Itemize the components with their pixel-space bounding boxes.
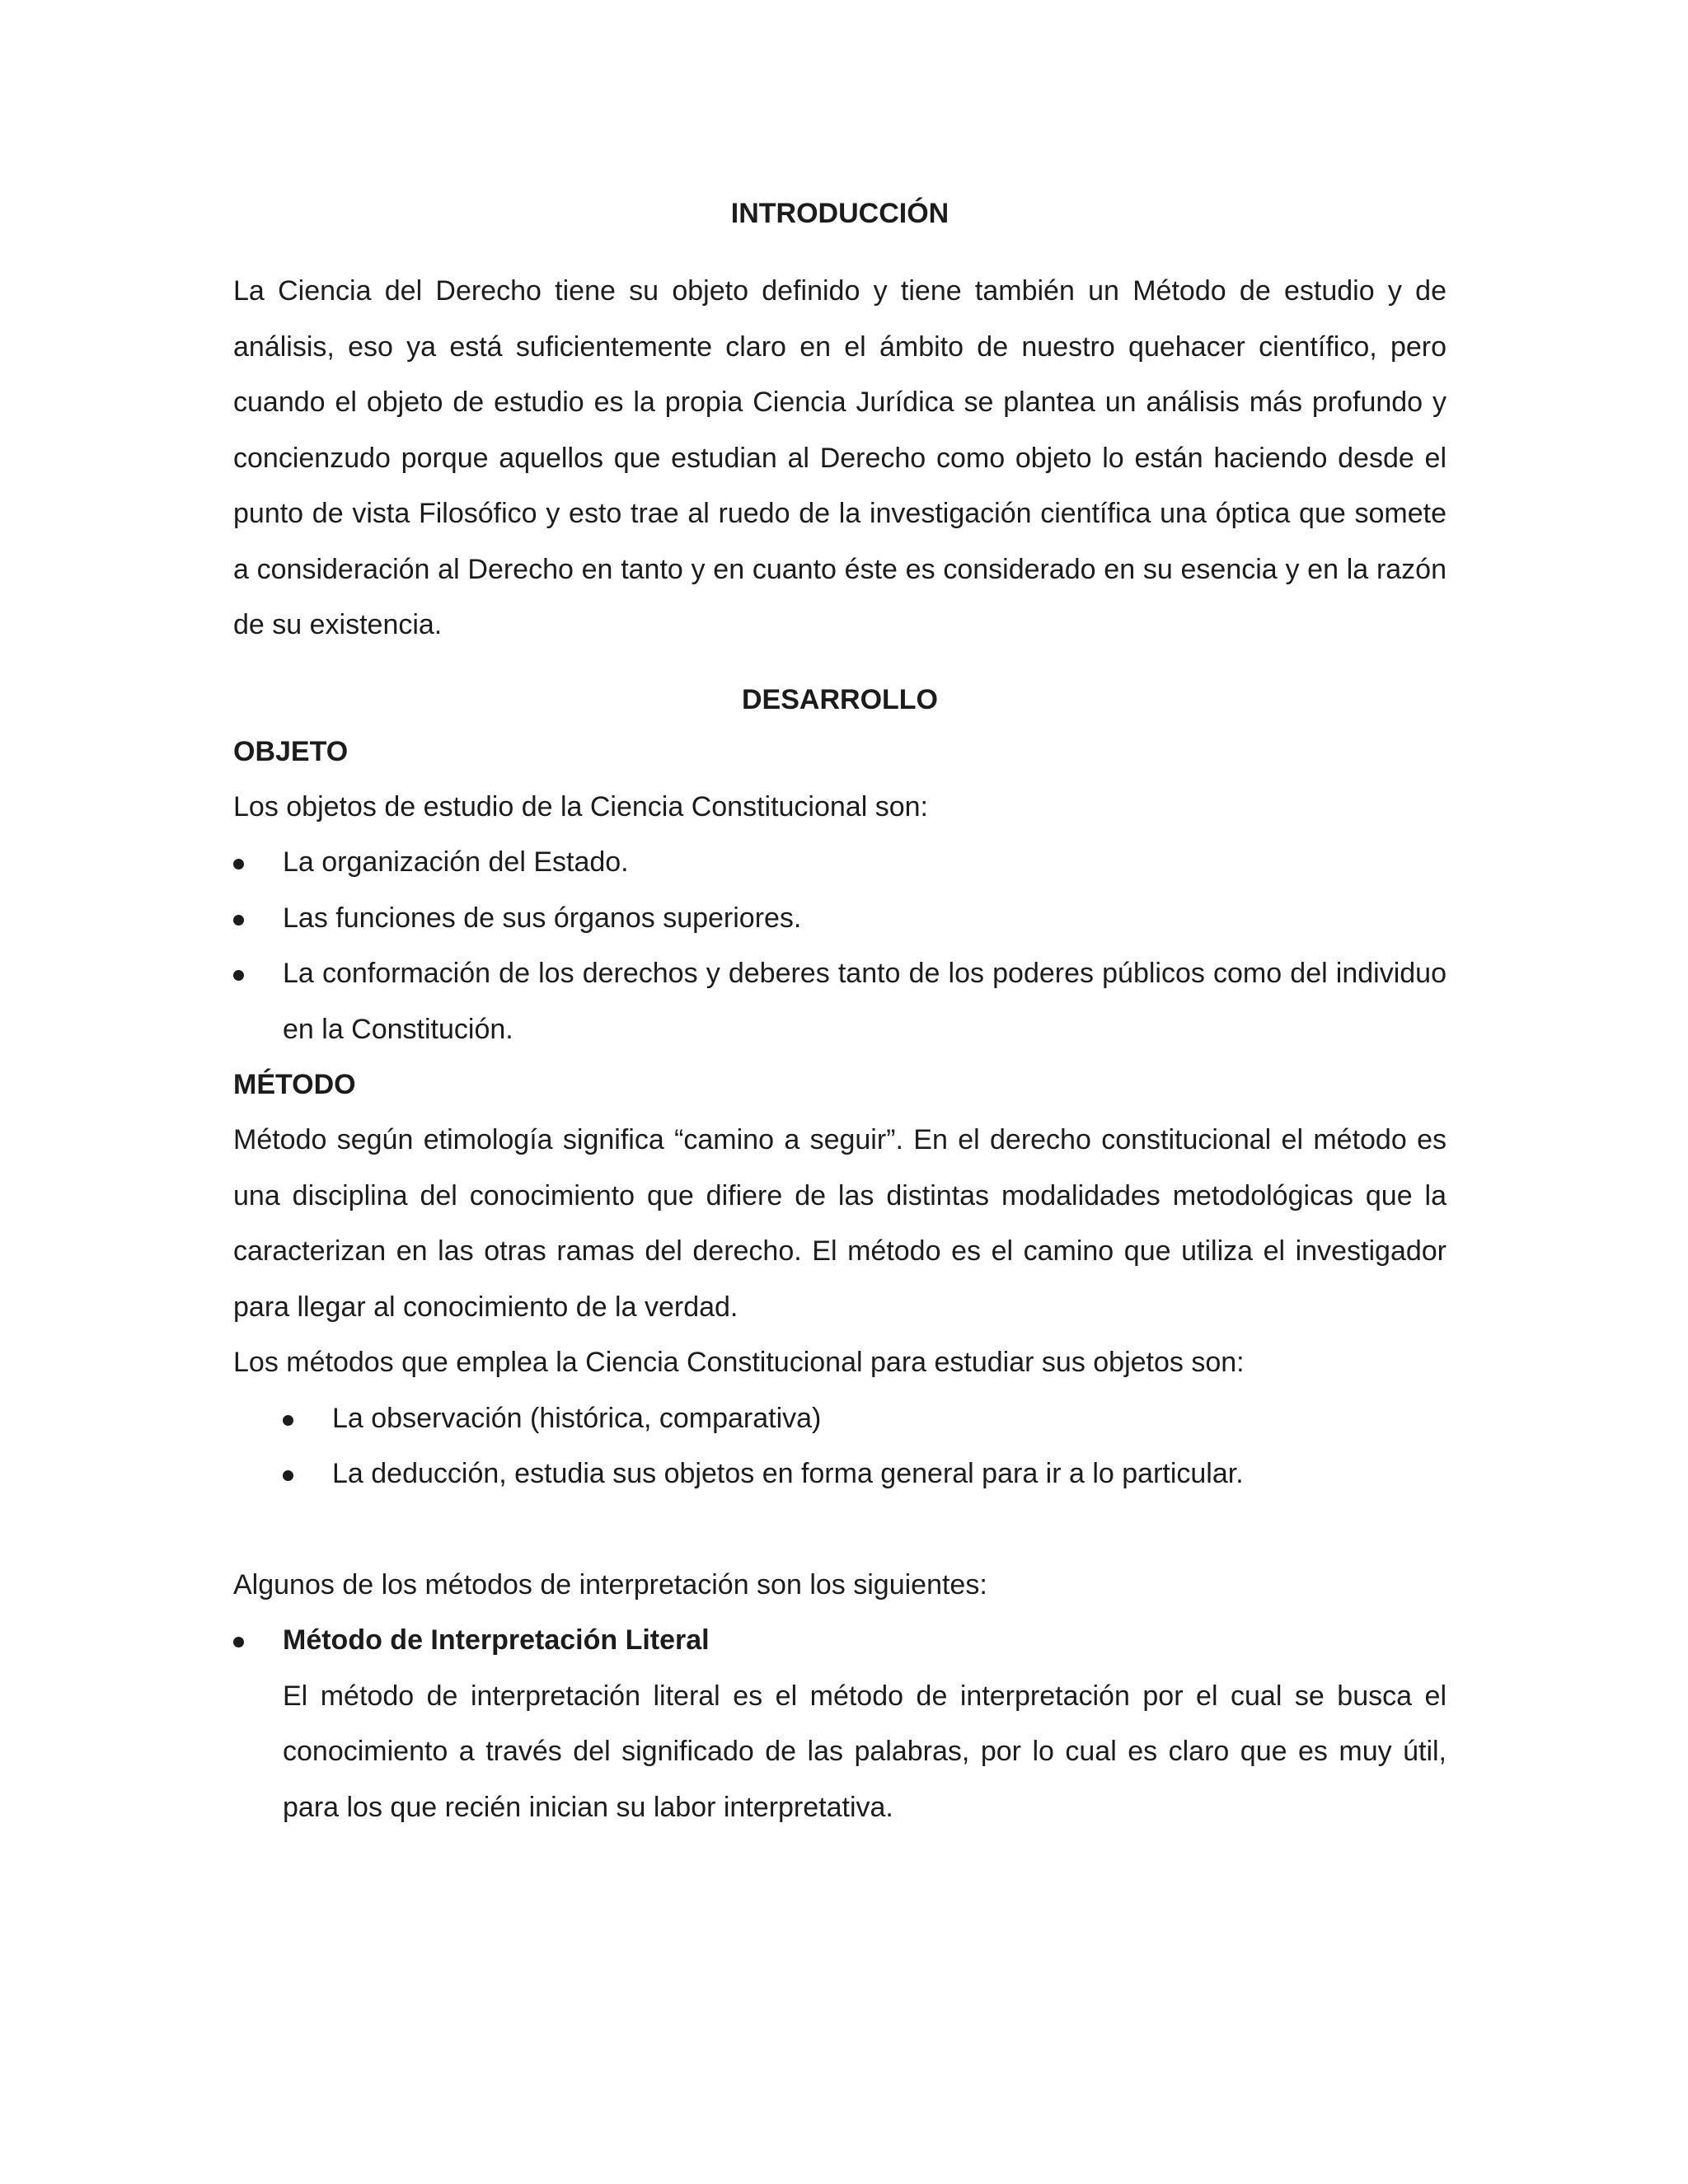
- list-item-text: La organización del Estado.: [283, 846, 629, 878]
- interpretacion-list: [233, 1613, 1447, 1835]
- list-item: [233, 946, 1447, 1057]
- development-title: DESARROLLO: [742, 683, 938, 715]
- method-title: Método de Interpretación Literal: [283, 1624, 710, 1656]
- bullet-icon: [283, 1470, 293, 1481]
- metodo-paragraph: Método según etimología significa “camino a seguir”. En el derecho constitucional el método es una disciplina del conocimiento que difiere de las distintas modalidades metodológicas que la caracterizan en las otras ramas del derecho. El método es el camino que utiliza el investigador para llegar al conocimiento de la verdad.: [233, 1124, 1447, 1323]
- objeto-list: [233, 835, 1447, 1057]
- bullet-icon: [233, 1637, 244, 1647]
- interpretacion-lead: Algunos de los métodos de interpretación son los siguientes:: [233, 1568, 987, 1601]
- introduction-title: INTRODUCCIÓN: [730, 198, 950, 229]
- bullet-icon: [233, 859, 244, 869]
- list-item: [283, 1446, 1447, 1502]
- list-item-text: Las funciones de sus órganos superiores.: [283, 902, 802, 934]
- bullet-icon: [283, 1415, 293, 1426]
- introduction-paragraph: La Ciencia del Derecho tiene su objeto definido y tiene también un Método de estudio y de análisis, eso ya está suficientemente claro en el ámbito de nuestro quehacer científico, pero cuando el objeto de estudio es la propia Ciencia Jurídica se plantea un análisis más profundo y concienzudo porque aquellos que estudian al Derecho como objeto lo están haciendo desde el punto de vista Filosófico y esto trae al ruedo de la investigación científica una óptica que somete a consideración al Derecho en tanto y en cuanto éste es considerado en su esencia y en la razón de su existencia.: [233, 275, 1447, 640]
- method-description: El método de interpretación literal es el método de interpretación por el cual se busca el conocimiento a través del significado de las palabras, por lo cual es claro que es muy útil, para los que recién inician su labor interpretativa.: [283, 1680, 1447, 1823]
- document-content: [233, 191, 1447, 1835]
- list-item: [233, 1613, 1447, 1835]
- bullet-icon: [233, 970, 244, 981]
- spacer: [233, 1502, 1447, 1558]
- metodo-heading: MÉTODO: [233, 1069, 356, 1100]
- metodo-list: [233, 1391, 1447, 1502]
- bullet-icon: [233, 915, 244, 926]
- list-item-text: La deducción, estudia sus objetos en forma general para ir a lo particular.: [332, 1458, 1244, 1489]
- list-item: [233, 835, 1447, 891]
- list-item: [283, 1391, 1447, 1447]
- metodo-lead: Los métodos que emplea la Ciencia Constitucional para estudiar sus objetos son:: [233, 1347, 1245, 1378]
- list-item-text: La observación (histórica, comparativa): [332, 1402, 822, 1434]
- objeto-heading: OBJETO: [233, 735, 349, 767]
- objeto-lead: Los objetos de estudio de la Ciencia Constitucional son:: [233, 790, 928, 823]
- list-item-text: La conformación de los derechos y deberes tanto de los poderes públicos como del individuo en la Constitución.: [283, 958, 1447, 1045]
- list-item: [233, 891, 1447, 947]
